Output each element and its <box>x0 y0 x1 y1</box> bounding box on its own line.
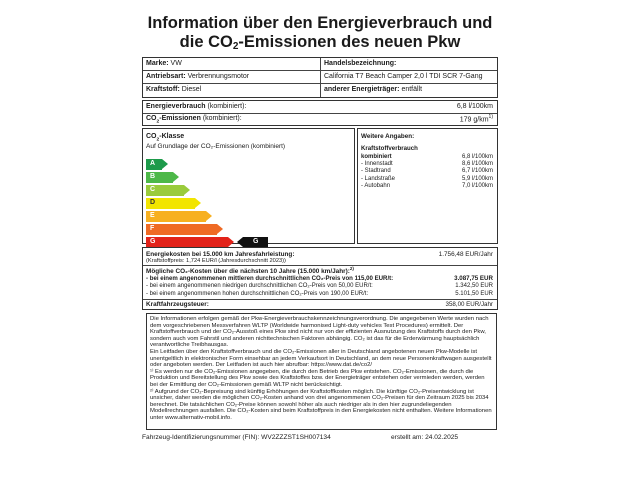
class-bar-g: G <box>146 237 228 248</box>
co2-row: $CO_2$-Emissionen (kombiniert): <box>146 115 242 125</box>
energy-box <box>142 100 498 126</box>
co2-value: 179 $g/km^{1)}$ <box>459 114 493 124</box>
title-sub: 2 <box>232 41 239 52</box>
energy-cost-label: Energiekosten bei 15.000 km Jahresfahrleistung: <box>146 251 295 258</box>
label-title <box>0 14 640 56</box>
brand-row: Marke: VW <box>146 60 182 67</box>
consumption-row-value: 8,6 l/100km <box>461 161 493 168</box>
trade-value: California T7 Beach Camper 2,0 l TDI SCR 7-Gang <box>324 73 483 80</box>
consumption-row-label: - Stadtrand <box>361 168 391 175</box>
costs-box <box>142 247 498 310</box>
legal-info-box <box>146 313 497 430</box>
vin-row: Fahrzeug-Identifizierungsnummer (FIN): WV2ZZZST1SH007134 <box>142 434 331 441</box>
title-line-1: Information über den Energieverbrauch und <box>147 14 493 32</box>
high-price-row: - bei einem angenommenen hohen durchschnittlichen CO₂-Preis von 190,00 EUR/t: <box>146 291 369 297</box>
title-line-2 <box>0 33 640 56</box>
vehicle-tax-label: Kraftfahrzeugsteuer: <box>146 301 209 308</box>
fuel-row: Kraftstoff: Diesel <box>146 86 202 93</box>
further-subtitle: Kraftstoffverbrauch <box>361 145 418 152</box>
info-paragraph-4: ²⁾ Aufgrund der CO₂-Bepreisung sind künftig Erhöhungen der Kraftstoffkosten möglich. Die künftige CO₂-Preisentwicklung ist unsicher, daher werden die möglichen CO₂-Kosten anhand von drei angenommenen CO₂-Preisen für den Zeitraum 2025 bis 2034 berechnet. Die tatsächlichen CO₂-Preise können sowohl höher als auch niedriger als in den hier zugrundeliegenden Modellrechnungen ausfallen. Die CO₂-Kosten sind beim Kraftstoffpreis in den Energiekosten nicht enthalten. Weitere Informationen unter www.alternativ-mobil.info. <box>150 388 492 421</box>
class-bar-e: E <box>146 211 206 222</box>
co2-cost-title: Mögliche CO₂-Kosten über die nächsten 10 Jahre (15.000 km/Jahr):$^{2)}$ <box>146 266 354 276</box>
current-class-value: G <box>253 238 259 245</box>
info-paragraph-1: Die Informationen erfolgen gemäß der Pkw-Energieverbrauchskennzeichnungsverordnung. Die angegebenen Werte wurden nach dem vorgeschriebenen Messverfahren WLTP (Worldwide harmonised Light-duty vehicles Test Procedures) ermittelt. Der Kraftstoffverbrauch und der CO₂-Ausstoß eines Pkw sind nicht nur von der effizienten Ausnutzung des Kraftstoffs durch den Pkw, sondern auch vom Fahrstil und anderen nichttechnischen Faktoren abhängig. CO₂ ist das für die Erderwärmung hauptsächlich verantwortliche Treibhausgas. <box>150 316 489 349</box>
consumption-row-value: 6,8 l/100km <box>461 154 493 160</box>
created-date-value: 24.02.2025 <box>425 434 459 441</box>
consumption-row-value: 6,7 l/100km <box>461 168 493 175</box>
low-price-row: - bei einem angenommenen niedrigen durchschnittlichen CO₂-Preis von 50,00 EUR/t: <box>146 283 373 289</box>
class-bar-c: C <box>146 185 184 196</box>
co2-class-box <box>142 128 355 244</box>
info-paragraph-3: ¹⁾ Es werden nur die CO₂-Emissionen angegeben, die durch den Betrieb des Pkw entstehen. CO₂-Emissionen, die durch die Produktion und Bereitstellung des Pkw sowie des Kraftstoffes bzw. der Energieträger entstehen oder vermieden werden, werden bei der Ermittlung der CO₂-Emissionen gemäß WLTP nicht berücksichtigt. <box>150 368 485 388</box>
mid-price-value: 3.087,75 EUR <box>454 275 493 282</box>
vehicle-box <box>142 57 498 98</box>
fuel-value: Diesel <box>181 86 202 93</box>
co2-class-subtitle: Auf Grundlage der CO₂-Emissionen (kombiniert) <box>146 143 286 150</box>
title-co: die CO <box>179 33 233 51</box>
consumption-value: 6,8 l/100km <box>456 103 493 110</box>
consumption-row: Energieverbrauch (kombiniert): <box>146 103 247 110</box>
high-price-value: 5.101,50 EUR <box>455 291 493 297</box>
title-rest: -Emissionen des neuen Pkw <box>238 33 461 51</box>
other-row: anderer Energieträger: entfällt <box>324 86 423 93</box>
trade-label: Handelsbezeichnung: <box>324 60 397 67</box>
info-paragraph-2: Ein Leitfaden über den Kraftstoffverbrauch und die CO₂-Emissionen aller in Deutschland angebotenen neuen Pkw-Modelle ist unentgeltlich in elektronischer Form einsehbar an jedem Verkaufsort in Deutschland, an dem neue Personenkraftwagen ausgestellt oder angeboten werden. Der Leitfaden ist auch hier abrufbar: https://www.dat.de/co2/ <box>150 348 492 369</box>
low-price-value: 1.342,50 EUR <box>455 283 493 289</box>
other-value: entfällt <box>401 86 423 93</box>
consumption-row-label: - Autobahn <box>361 182 391 189</box>
mid-price-row: - bei einem angenommenen mittleren durchschnittlichen CO₂-Preis von 115,00 EUR/t: <box>146 275 394 282</box>
class-bar-a: A <box>146 159 162 170</box>
consumption-row-label: kombiniert <box>361 154 392 160</box>
drive-row: Antriebsart: Verbrennungsmotor <box>146 73 250 80</box>
further-info-box <box>357 128 498 244</box>
consumption-row-value: 7,0 l/100km <box>461 182 493 189</box>
vin-value: WV2ZZZST1SH007134 <box>261 434 331 441</box>
class-bar-b: B <box>146 172 173 183</box>
created-date: erstellt am: 24.02.2025 <box>391 434 459 441</box>
consumption-row-label: - Landstraße <box>361 175 396 182</box>
further-title: Weitere Angaben: <box>361 133 415 140</box>
class-bar-d: D <box>146 198 195 209</box>
co2-class-title: $CO_2$-Klasse <box>146 133 185 143</box>
brand-value: VW <box>170 60 182 67</box>
drive-value: Verbrennungsmotor <box>187 73 250 80</box>
class-bar-f: F <box>146 224 217 235</box>
consumption-row-value: 5,9 l/100km <box>461 175 493 182</box>
fuel-price-note: (Kraftstoffpreis: 1,724 EUR/l (Jahresdurchschnitt 2023)) <box>146 258 286 264</box>
consumption-row-label: - Innenstadt <box>361 161 393 168</box>
energy-cost-value: 1.756,48 EUR/Jahr <box>438 251 493 258</box>
vehicle-tax-value: 358,00 EUR/Jahr <box>445 301 493 308</box>
